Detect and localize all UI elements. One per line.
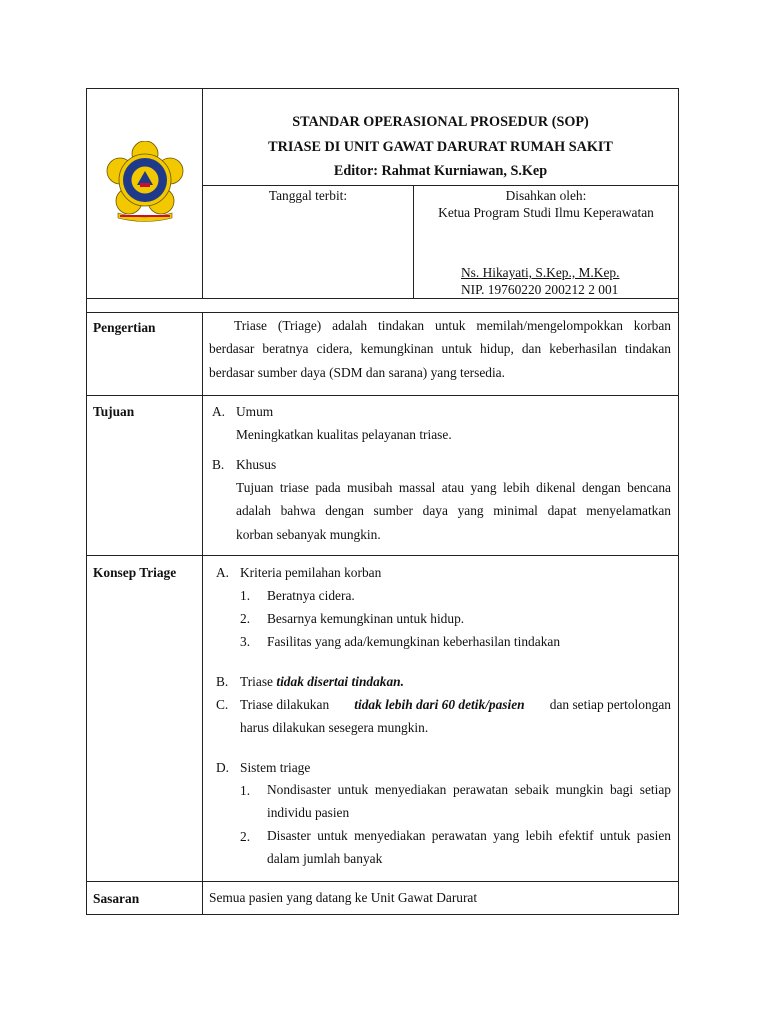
tujuan-b-marker: B. <box>212 457 225 472</box>
tujuan-b-line-2: adalah bahwa dengan sumber daya yang minimal dapat menyelamatkan <box>236 503 671 519</box>
konsep-d-item-2-text <box>267 824 671 871</box>
konsep-d-title: Sistem triage <box>240 760 311 775</box>
pengertian-line-1: Triase (Triage) adalah tindakan untuk memilah/mengelompokkan korban <box>234 318 671 333</box>
konsep-a-marker: A. <box>216 565 230 580</box>
konsep-a-item-3-num: 3. <box>240 634 251 649</box>
tujuan-b-line-1: Tujuan triase pada musibah massal atau yang lebih dikenal dengan bencana <box>236 480 671 495</box>
konsep-b-marker: B. <box>216 674 229 689</box>
tujuan-a-text: Meningkatkan kualitas pelayanan triase. <box>236 427 452 442</box>
konsep-b-line <box>240 674 404 690</box>
sasaran-text: Semua pasien yang datang ke Unit Gawat Darurat <box>209 890 478 905</box>
pengertian-line-3: berdasar sumber daya (SDM dan sarana) yang tersedia. <box>209 364 505 380</box>
konsep-c-text-2: dan setiap pertolongan <box>549 697 671 712</box>
disahkan-role: Ketua Program Studi Ilmu Keperawatan <box>438 205 654 220</box>
konsep-d-item-1-text <box>267 778 671 825</box>
konsep-a-item-1-num: 1. <box>240 588 251 603</box>
konsep-d-item-1-num: 1. <box>240 783 251 798</box>
signer-nip: NIP. 19760220 200212 2 001 <box>461 282 619 297</box>
konsep-a-item-1-text: Beratnya cidera. <box>267 588 355 603</box>
konsep-c-text-1: Triase dilakukan <box>240 697 330 712</box>
konsep-b-emphasis: tidak disertai tindakan. <box>276 674 404 689</box>
konsep-d-item-2-line-2: dalam jumlah banyak <box>267 851 383 867</box>
tujuan-b-text <box>236 476 671 546</box>
konsep-label: Konsep Triage <box>93 565 177 580</box>
konsep-d-item-1-line-1: Nondisaster untuk menyediakan perawatan sebaik mungkin bagi setiap <box>267 782 671 797</box>
tanggal-terbit-label: Tanggal terbit: <box>268 188 348 203</box>
tujuan-a-title: Umum <box>236 404 274 419</box>
konsep-divider <box>202 555 203 882</box>
konsep-a-item-2-num: 2. <box>240 611 251 626</box>
sasaran-label: Sasaran <box>93 891 140 906</box>
konsep-c-line-2: harus dilakukan sesegera mungkin. <box>240 720 429 735</box>
konsep-a-item-2-text: Besarnya kemungkinan untuk hidup. <box>267 611 465 626</box>
tujuan-b-line-3: korban sebanyak mungkin. <box>236 526 381 542</box>
university-logo <box>104 141 186 223</box>
konsep-a-item-3-text: Fasilitas yang ada/kemungkinan keberhasilan tindakan <box>267 634 561 649</box>
tujuan-label: Tujuan <box>93 404 135 419</box>
spacer-row <box>86 298 679 313</box>
header-title-divider <box>202 185 679 186</box>
disahkan-label: Disahkan oleh: <box>505 188 587 203</box>
konsep-d-item-1-line-2: individu pasien <box>267 805 350 821</box>
konsep-d-marker: D. <box>216 760 230 775</box>
pengertian-line-2: berdasar beratnya cidera, kemungkinan untuk hidup, dan keberhasilan tindakan <box>209 341 671 357</box>
konsep-a-title: Kriteria pemilahan korban <box>240 565 382 580</box>
konsep-d-item-2-num: 2. <box>240 829 251 844</box>
pengertian-label: Pengertian <box>93 320 156 335</box>
signer-name: Ns. Hikayati, S.Kep., M.Kep. <box>461 265 620 280</box>
tujuan-divider <box>202 395 203 556</box>
konsep-d-item-2-line-1: Disaster untuk menyediakan perawatan yang lebih efektif untuk pasien <box>267 828 671 843</box>
konsep-c-marker: C. <box>216 697 229 712</box>
doc-title: STANDAR OPERASIONAL PROSEDUR (SOP) <box>292 114 589 130</box>
tujuan-a-marker: A. <box>212 404 226 419</box>
konsep-b-text: Triase <box>240 674 273 689</box>
pengertian-text <box>209 314 671 384</box>
logo-emblem-icon <box>104 141 186 223</box>
tujuan-b-title: Khusus <box>236 457 277 472</box>
konsep-c-line-1 <box>240 697 671 713</box>
konsep-c-emphasis: tidak lebih dari 60 detik/pasien <box>354 697 525 712</box>
doc-subtitle: TRIASE DI UNIT GAWAT DARURAT RUMAH SAKIT <box>268 139 613 155</box>
pengertian-divider <box>202 312 203 396</box>
sasaran-divider <box>202 881 203 915</box>
doc-editor: Editor: Rahmat Kurniawan, S.Kep <box>333 163 548 179</box>
